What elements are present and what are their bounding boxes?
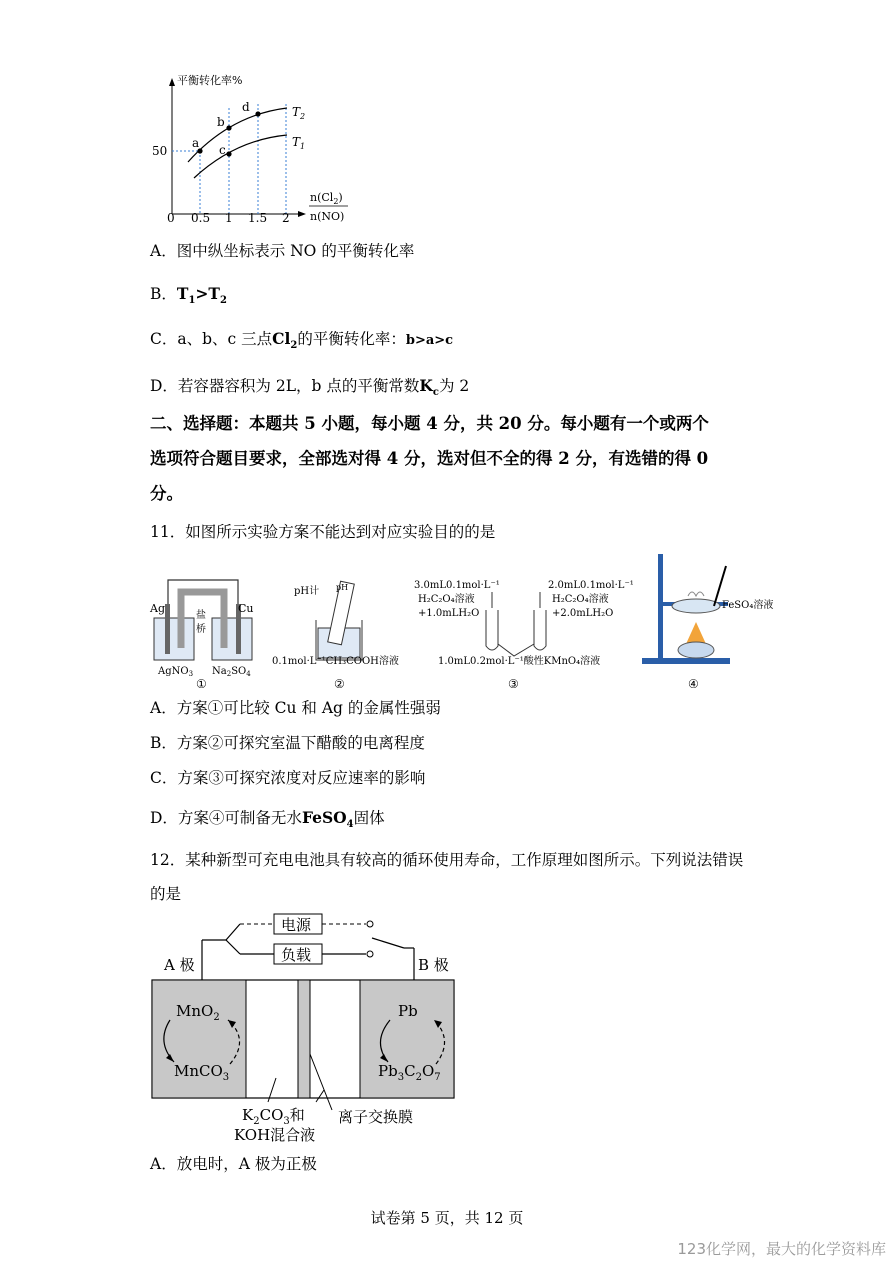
fig3-left1: 3.0mL0.1mol·L⁻¹ bbox=[414, 580, 500, 591]
q10-option-b: B．$T_1>T_2$ bbox=[150, 284, 227, 307]
fig3-right3: +2.0mLH₂O bbox=[552, 608, 614, 619]
experiment-figures bbox=[148, 548, 788, 688]
pb3c2o7-label: $Pb_3C_2O_7$ bbox=[378, 1062, 441, 1083]
fig4-number: ④ bbox=[688, 677, 699, 688]
mno2-label: MnO$_2$ bbox=[176, 1002, 220, 1023]
q12-stem-line2: 的是 bbox=[150, 885, 182, 903]
q11-option-d: D．方案④可制备无水FeSO$_4$固体 bbox=[150, 808, 385, 831]
a-pole-label: A 极 bbox=[164, 956, 195, 974]
figure-4-evaporation bbox=[642, 554, 773, 688]
fig1-bridge2: 桥 bbox=[196, 624, 206, 635]
section-heading-line2: 选项符合题目要求，全部选对得 4 分，选对但不全的得 2 分，有选错的得 0 bbox=[150, 449, 709, 468]
fig2-ph-meter: pH计 bbox=[294, 586, 320, 597]
x-tick-2: 2 bbox=[282, 211, 290, 225]
fig3-number: ③ bbox=[508, 677, 519, 688]
a-electrode bbox=[152, 980, 246, 1098]
electrolyte-label-1: $K_2CO_3$和 bbox=[242, 1106, 305, 1127]
q12-option-a: A．放电时，A 极为正极 bbox=[150, 1155, 317, 1173]
q10-option-c: C．a、b、c 三点$Cl_2$的平衡转化率：b>a>c bbox=[150, 329, 454, 352]
fig2-number: ② bbox=[334, 677, 345, 688]
pb-label: Pb bbox=[398, 1002, 418, 1020]
section-heading bbox=[150, 406, 760, 511]
point-a: a bbox=[192, 136, 200, 150]
x-tick-0.5: 0.5 bbox=[191, 211, 211, 225]
x-label-no: n(NO) bbox=[310, 210, 345, 223]
ion-exchange-membrane bbox=[298, 980, 310, 1098]
y-tick-50: 50 bbox=[152, 144, 168, 158]
q11-stem: 11．如图所示实验方案不能达到对应实验目的的是 bbox=[150, 523, 496, 541]
q11-option-a: A．方案①可比较 Cu 和 Ag 的金属性强弱 bbox=[150, 699, 441, 717]
power-source-label: 电源 bbox=[281, 916, 312, 934]
fig1-agno3: AgNO$_3$ bbox=[158, 666, 194, 678]
figure-3-test-tubes bbox=[414, 580, 634, 688]
graph-ylabel: 平衡转化率% bbox=[177, 74, 243, 87]
membrane-label: 离子交换膜 bbox=[338, 1108, 414, 1126]
fig1-cu: Cu bbox=[238, 602, 254, 615]
section-heading-line3: 分。 bbox=[150, 484, 183, 503]
point-d: d bbox=[242, 100, 250, 114]
fig3-right1: 2.0mL0.1mol·L⁻¹ bbox=[548, 580, 634, 591]
q11-option-c: C．方案③可探究浓度对反应速率的影响 bbox=[150, 769, 426, 787]
battery-diagram bbox=[150, 910, 470, 1150]
curve-t2-label: $T_2$ bbox=[292, 105, 306, 121]
x-tick-1.5: 1.5 bbox=[248, 211, 268, 225]
fig3-right2: H₂C₂O₄溶液 bbox=[552, 594, 609, 605]
point-c: c bbox=[219, 143, 226, 157]
q11-option-b: B．方案②可探究室温下醋酸的电离程度 bbox=[150, 734, 425, 752]
q10-option-a: A．图中纵坐标表示 NO 的平衡转化率 bbox=[150, 242, 415, 260]
fig1-number: ① bbox=[196, 677, 207, 688]
fig1-bridge1: 盐 bbox=[196, 610, 206, 621]
watermark: 123化学网，最大的化学资料库 bbox=[677, 1240, 886, 1258]
figure-2-ph-meter bbox=[272, 581, 399, 688]
fig3-left2: H₂C₂O₄溶液 bbox=[418, 594, 475, 605]
x-tick-1: 1 bbox=[225, 211, 233, 225]
x-tick-0: 0 bbox=[167, 211, 175, 225]
fig2-ph: pH bbox=[336, 583, 349, 592]
section-heading-line1: 二、选择题：本题共 5 小题，每小题 4 分，共 20 分。每小题有一个或两个 bbox=[150, 414, 709, 433]
fig2-solution: 0.1mol·L⁻¹CH₃COOH溶液 bbox=[272, 656, 399, 667]
q12-stem-line1: 12．某种新型可充电电池具有较高的循环使用寿命，工作原理如图所示。下列说法错误 bbox=[150, 851, 744, 869]
figure-1-galvanic-cell bbox=[149, 580, 254, 688]
fig3-bottom: 1.0mL0.2mol·L⁻¹酸性KMnO₄溶液 bbox=[438, 656, 601, 667]
point-b: b bbox=[217, 115, 225, 129]
conversion-graph bbox=[150, 70, 370, 228]
page-footer: 试卷第 5 页，共 12 页 bbox=[370, 1209, 524, 1227]
fig3-left3: +1.0mLH₂O bbox=[418, 608, 480, 619]
mnco3-label: MnCO$_3$ bbox=[174, 1062, 230, 1083]
load-label: 负载 bbox=[281, 946, 312, 964]
b-pole-label: B 极 bbox=[418, 956, 449, 974]
q10-option-d: D．若容器容积为 2L，b 点的平衡常数$K_c$为 2 bbox=[150, 376, 470, 399]
x-label-cl2: $n(Cl_2)$ bbox=[310, 191, 343, 206]
curve-t1-label: $T_1$ bbox=[292, 135, 306, 151]
fig1-na2so4: $Na_2SO_4$ bbox=[212, 666, 251, 678]
fig4-label: FeSO₄溶液 bbox=[722, 600, 774, 611]
fig1-ag: Ag bbox=[150, 602, 165, 615]
electrolyte-label-2: KOH混合液 bbox=[234, 1126, 316, 1144]
